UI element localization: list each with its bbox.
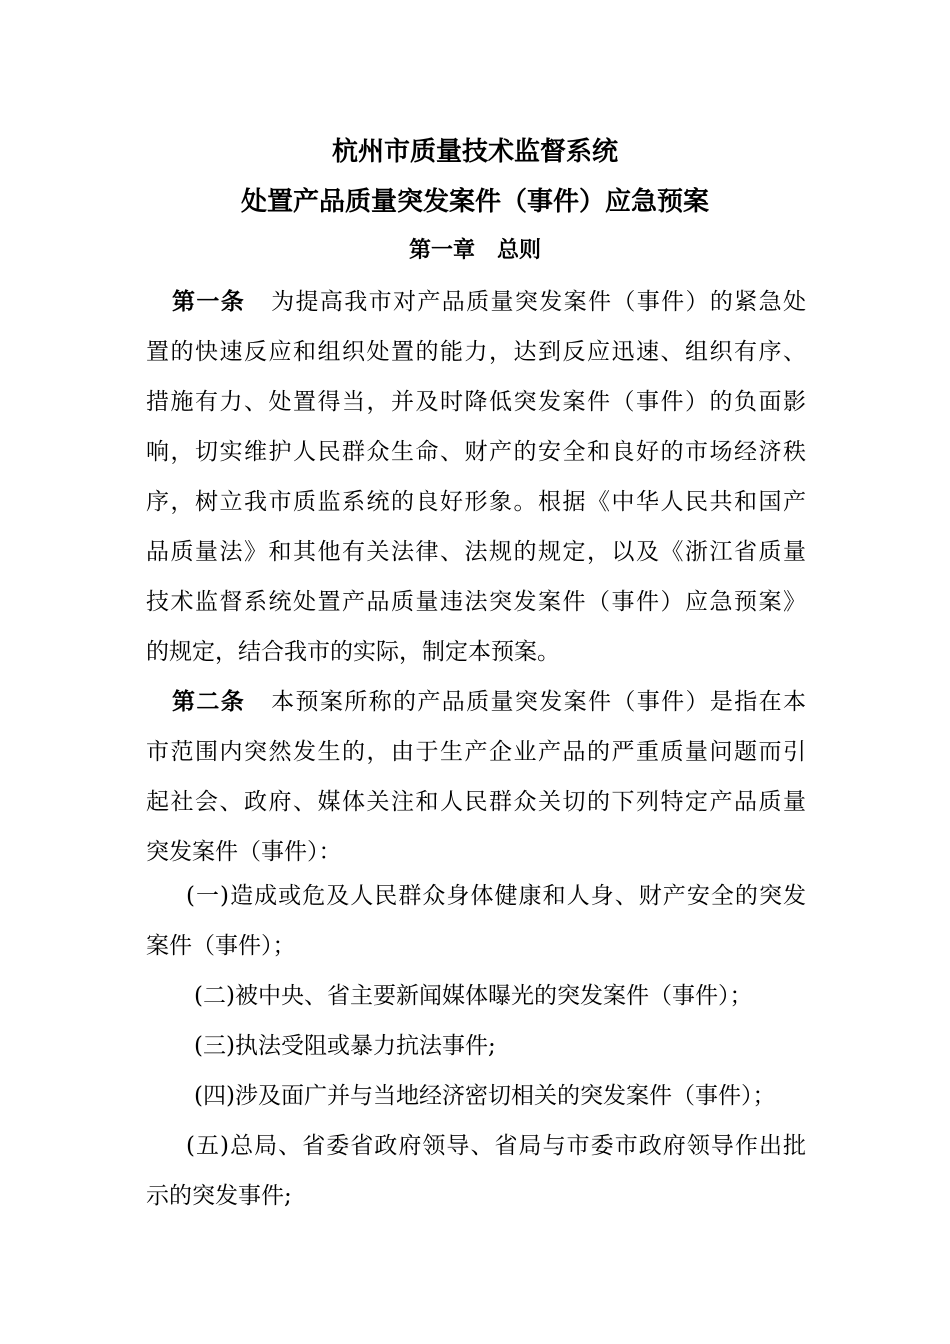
list-item: 案件（事件）； — [146, 933, 296, 959]
chapter-heading: 第一章 总则 — [408, 238, 541, 263]
article-1-line-3: 措施有力、处置得当，并及时降低突发案件（事件）的负面影 — [146, 389, 806, 415]
list-item: (一)造成或危及人民群众身体健康和人身、财产安全的突发 — [186, 883, 806, 909]
article-2-text: 本预案所称的产品质量突发案件（事件）是指在本 — [271, 689, 806, 715]
article-1-line-8: 的规定，结合我市的实际，制定本预案。 — [146, 639, 560, 665]
article-2-line-4: 突发案件（事件）： — [146, 839, 342, 865]
list-item: (二)被中央、省主要新闻媒体曝光的突发案件（事件）； — [194, 983, 753, 1009]
article-1-line-5: 序，树立我市质监系统的良好形象。根据《中华人民共和国产 — [146, 489, 806, 515]
article-2-label: 第二条 — [172, 689, 246, 715]
article-1-line-2: 置的快速反应和组织处置的能力，达到反应迅速、组织有序、 — [146, 339, 806, 365]
document-title-line-1: 杭州市质量技术监督系统 — [331, 137, 618, 167]
list-item: (三)执法受阻或暴力抗法事件; — [194, 1033, 496, 1059]
article-1-text: 为提高我市对产品质量突发案件（事件）的紧急处 — [271, 289, 806, 315]
article-1-line-1 — [172, 277, 806, 327]
list-item: (五)总局、省委省政府领导、省局与市委市政府领导作出批 — [186, 1133, 806, 1159]
article-2-line-2: 市范围内突然发生的，由于生产企业产品的严重质量问题而引 — [146, 739, 806, 765]
article-1-label: 第一条 — [172, 289, 246, 315]
list-item: (四)涉及面广并与当地经济密切相关的突发案件（事件）； — [194, 1083, 776, 1109]
article-2-line-1 — [172, 677, 806, 727]
article-1-line-7: 技术监督系统处置产品质量违法突发案件（事件）应急预案》 — [146, 589, 806, 615]
document-title-line-2: 处置产品质量突发案件（事件）应急预案 — [240, 187, 709, 217]
list-item: 示的突发事件; — [146, 1183, 292, 1209]
article-1-line-6: 品质量法》和其他有关法律、法规的规定，以及《浙江省质量 — [146, 539, 806, 565]
article-1-line-4: 响，切实维护人民群众生命、财产的安全和良好的市场经济秩 — [146, 439, 806, 465]
article-2-line-3: 起社会、政府、媒体关注和人民群众关切的下列特定产品质量 — [146, 789, 806, 815]
